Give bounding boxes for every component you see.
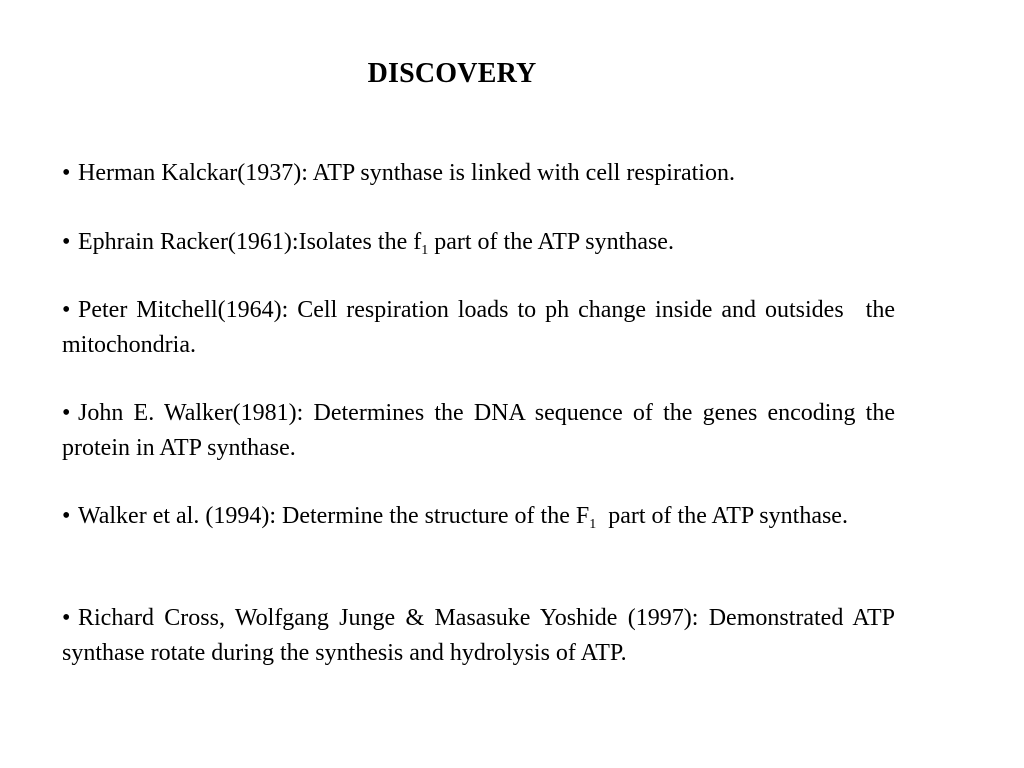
bullet-item-walker-1994 (62, 499, 895, 534)
bullet-text-continued: part of the ATP synthase. (596, 503, 848, 529)
subscript: 1 (421, 243, 429, 258)
bullet-item-cross-junge-yoshide (62, 601, 895, 671)
bullet-text: Peter Mitchell(1964): Cell respiration loads to ph change inside and outsides (78, 297, 844, 323)
bullet-marker: • (62, 297, 71, 323)
slide-title: DISCOVERY (367, 58, 537, 89)
bullet-text: Richard Cross, Wolfgang Junge & Masasuke Yoshide (1997): Demonstrated ATP synthase rotate during the synthesis and hydrolysis of ATP. (62, 605, 895, 666)
bullet-text: Ephrain Racker(1961):Isolates the f (78, 229, 422, 255)
bullet-text: Walker et al. (1994): Determine the structure of the F (78, 503, 590, 529)
bullet-item-mitchell (62, 293, 895, 363)
bullet-item-racker (62, 225, 895, 260)
bullet-text: John E. Walker(1981): Determines the DNA sequence of the genes encoding the protein in ATP synthase. (62, 400, 895, 461)
bullet-marker: • (62, 503, 71, 529)
subscript: 1 (589, 517, 597, 532)
bullet-text: Herman Kalckar(1937): ATP synthase is linked with cell respiration. (78, 160, 735, 186)
bullet-text-continued: part of the ATP synthase. (428, 229, 674, 255)
bullet-item-kalckar (62, 156, 895, 191)
bullet-marker: • (62, 605, 71, 631)
bullet-text-continued: the mitochondria. (62, 297, 895, 358)
bullet-marker: • (62, 160, 71, 186)
bullet-marker: • (62, 400, 71, 426)
bullet-marker: • (62, 229, 71, 255)
bullet-item-walker-1981 (62, 396, 895, 466)
